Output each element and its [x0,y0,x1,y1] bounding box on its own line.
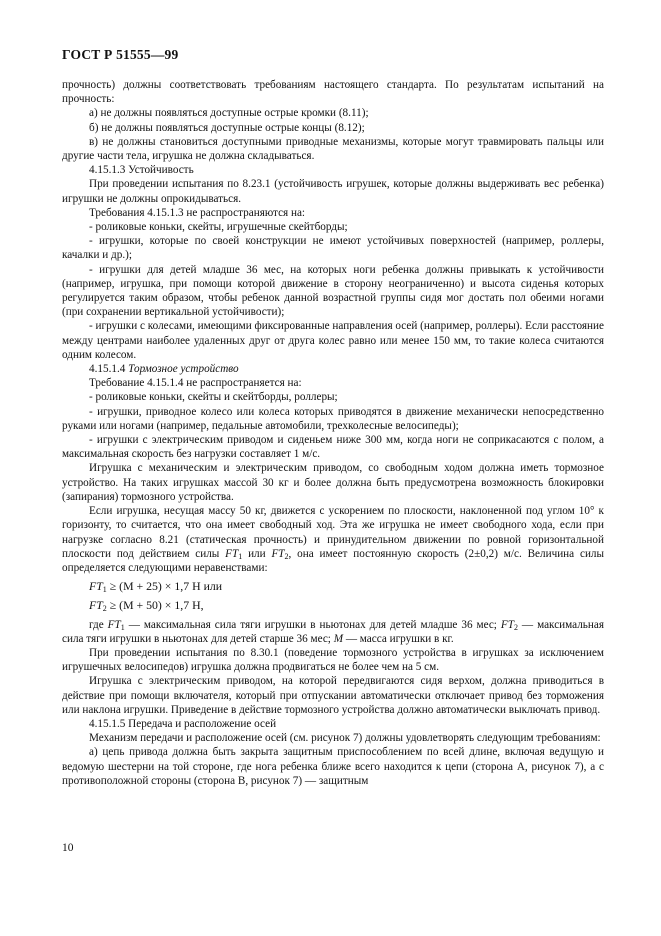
formula-1: $FT_1 \ge (M + 25) \times 1,7$ Н или [89,579,223,595]
dash-item: - игрушки с электрическим приводом и сиденьем ниже 300 мм, когда ноги не соприкасаются с полом, а максимальная скорость без нагрузки составляет 1 м/с. [62,434,604,461]
formula-explanation: где $FT_1$ — максимальная сила тяги игрушки в ньютонах для детей младше 36 мес; $FT_2$ — максимальная сила тяги игрушки в ньютонах для детей старше 36 мес; M — масса игрушки в кг. [62,618,605,645]
list-item-a: а) цепь привода должна быть закрыта защитным приспособлением по всей длине, включая ведущую и ведомую шестерни на той стороне, где нога ребенка ближе всего находится к цепи (сторона А, рисунок 7), а с противоположной стороны (сторона В, рисунок 7) — защитным [62,746,604,787]
paragraph: Требование 4.15.1.4 не распространяется на: [89,377,302,390]
dash-item: - игрушки, которые по своей конструкции не имеют устойчивых поверхностей (например, роллеры, качалки и др.); [62,235,604,262]
section-heading-transmission: 4.15.1.5 Передача и расположение осей [89,717,277,730]
paragraph: прочность) должны соответствовать требованиям настоящего стандарта. По результатам испытаний на прочность: [62,79,604,106]
section-title: Тормозное устройство [128,363,239,376]
page-number: 10 [62,842,74,854]
list-item-a: а) не должны появляться доступные острые кромки (8.11); [89,107,369,120]
paragraph: Механизм передачи и расположение осей (см. рисунок 7) должны удовлетворять следующим требованиям: [89,732,601,745]
paragraph: Игрушка с электрическим приводом, на которой передвигаются сидя верхом, должна приводиться в действие при помощи включателя, который при отпускании автоматически отключает привод без торможения или наклона игрушки. Приведение в действие тормозного устройства должно автоматически выключать привод. [62,675,604,716]
list-item-c: в) не должны становиться доступными приводные механизмы, которые могут травмировать пальцы или другие части тела, игрушка не должна складываться. [62,135,604,163]
list-item-b: б) не должны появляться доступные острые концы (8.12); [89,121,365,134]
section-heading-stability: 4.15.1.3 Устойчивость [89,164,194,177]
document-body [62,78,604,788]
formula-2: $FT_2 \ge (M + 50) \times 1,7$ Н, [89,598,204,614]
document-header: ГОСТ Р 51555—99 [62,47,179,62]
dash-item: - игрушки для детей младше 36 мес, на которых ноги ребенка должны привыкать к устойчивости (например, игрушка, при помощи которой движение в сторону неограниченно) и высота сиденья которых регулируется таким образом, чтобы ребенок данной возрастной группы сидя мог достать пол обеими ногами (при сохранении вертикальной устойчивости); [62,263,604,319]
paragraph: Требования 4.15.1.3 не распространяются на: [89,206,306,219]
section-heading-brake [62,362,604,376]
paragraph: Игрушка с механическим и электрическим приводом, со свободным ходом должна иметь тормозное устройство. На таких игрушках массой 30 кг и более должна быть предусмотрена возможность блокировки (запирания) тормозного устройства. [62,462,604,503]
paragraph-force: Если игрушка, несущая массу 50 кг, движется с ускорением по плоскости, наклоненной под углом 10° к горизонту, то считается, что она имеет свободный ход. Эта же игрушка не имеет свободного хода, если при нагрузке согласно 8.21 (статическая прочность) и принудительном движении по ровной горизонтальной плоскости под действием силы $FT_1$ или $FT_2$, она имеет постоянную скорость (2±0,2) м/с. Величина силы определяется следующими неравенствами: [62,505,605,574]
dash-item: - игрушки, приводное колесо или колеса которых приводятся в движение механически непосредственно руками или ногами (например, педальные автомобили, трехколесные велосипеды); [62,405,604,432]
paragraph: При проведении испытания по 8.23.1 (устойчивость игрушек, которые должны выдерживать вес ребенка) игрушки не должны опрокидываться. [62,178,604,205]
section-number: 4.15.1.4 [89,363,126,376]
dash-item: - игрушки с колесами, имеющими фиксированные направления осей (например, роллеры). Если расстояние между центрами наиболее удаленных друг от друга колес равно или менее 150 мм, то такие колеса считаются одним колесом. [62,320,604,361]
dash-item: - роликовые коньки, скейты, игрушечные скейтборды; [89,221,348,234]
paragraph: При проведении испытания по 8.30.1 (поведение тормозного устройства в игрушках за исключением игрушечных велосипедов) игрушка должна продвигаться не более чем на 5 см. [62,646,604,674]
dash-item: - роликовые коньки, скейты и скейтборды, роллеры; [89,391,338,404]
